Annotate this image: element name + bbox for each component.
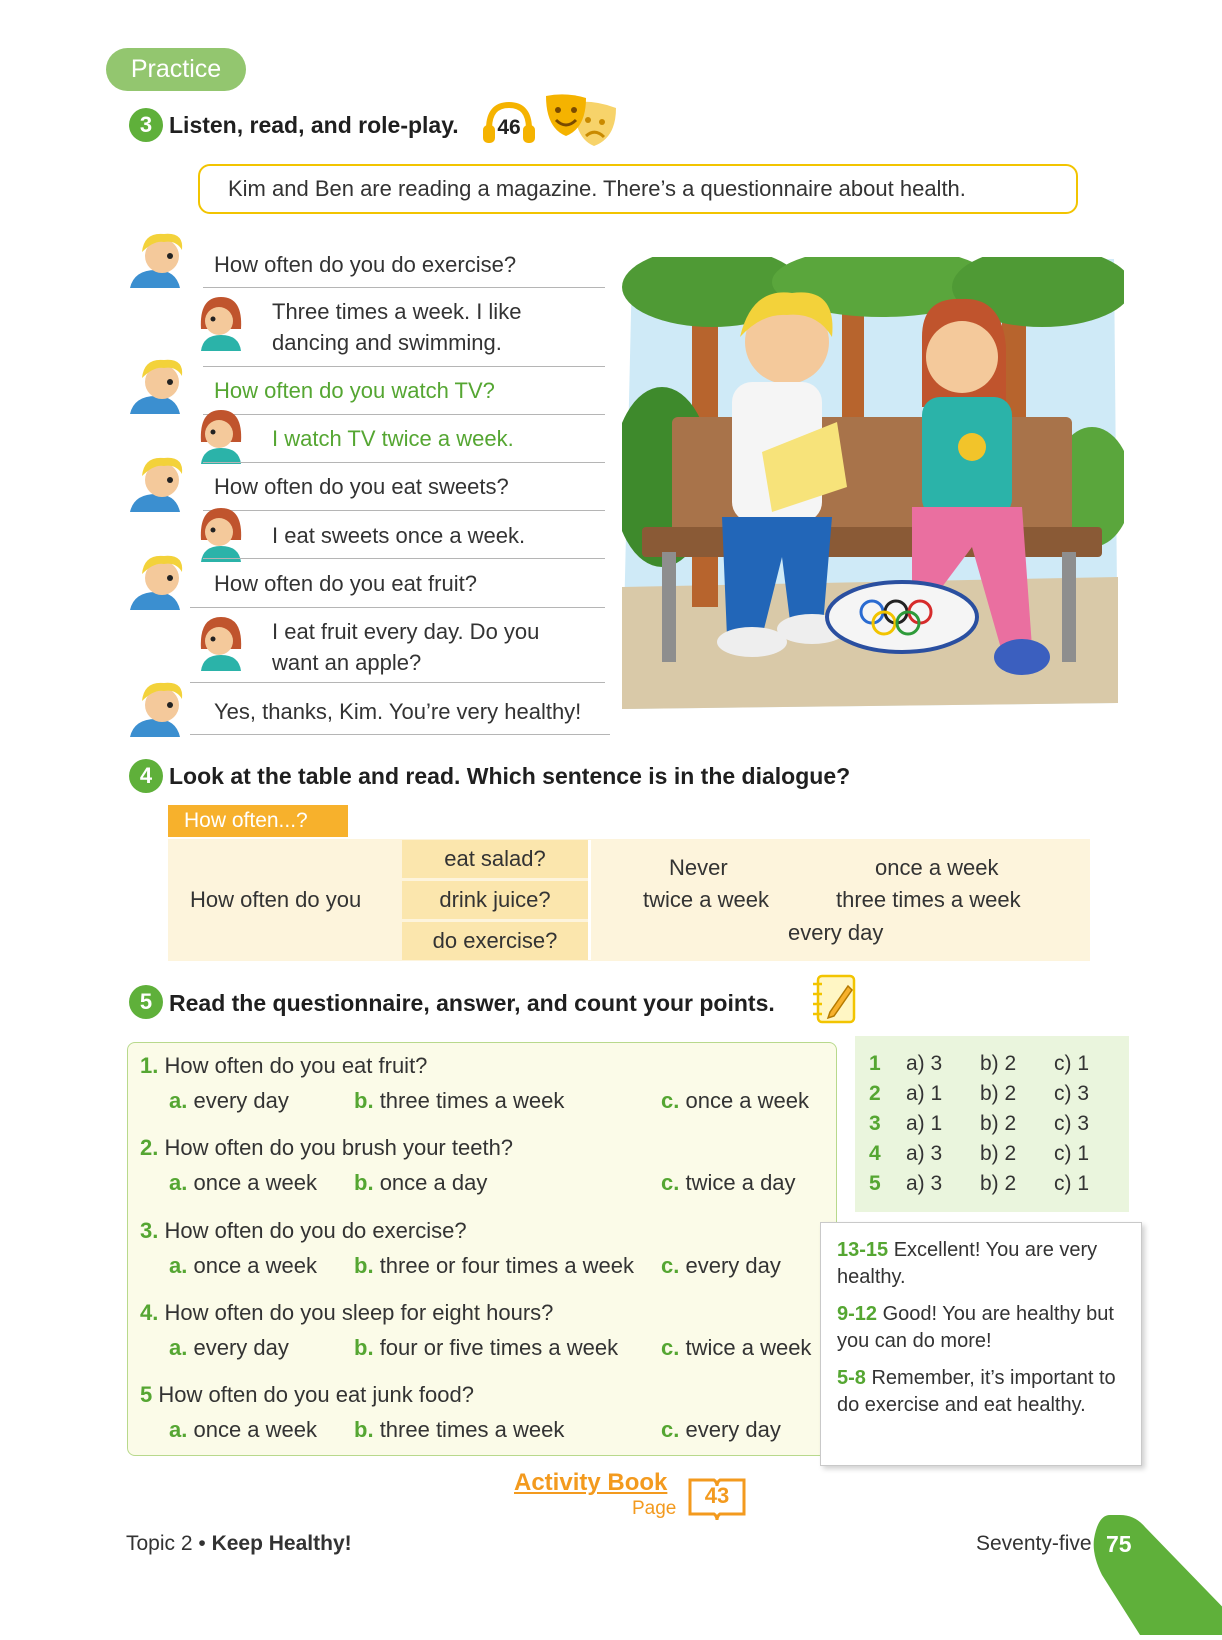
points-row-3-a: a) 1	[906, 1112, 943, 1135]
points-row-5-b: b) 2	[980, 1172, 1017, 1195]
score-item-2: 9-12 Good! You are healthy but you can do more!	[837, 1303, 1114, 1352]
table-activity-3: do exercise?	[402, 922, 588, 960]
question-1-option-b[interactable]: b. three times a week	[354, 1088, 565, 1113]
page-corner	[1080, 1515, 1222, 1635]
question-4	[140, 1300, 553, 1326]
dialogue-line-9-text-1: Yes, thanks, Kim. You’re very healthy!	[214, 699, 582, 724]
dialogue-line-4-text-1: I watch TV twice a week.	[272, 426, 514, 451]
table-stem: How often do you	[190, 887, 362, 912]
question-4-option-b[interactable]: b. four or five times a week	[354, 1335, 619, 1360]
points-row-2-n: 2	[869, 1082, 881, 1105]
activity-book-link[interactable]: Activity Book	[514, 1469, 668, 1496]
freq-every: every day	[788, 920, 884, 945]
points-row-2-b: b) 2	[980, 1082, 1017, 1105]
exercise-4-number: 4	[129, 759, 163, 793]
question-3-option-c[interactable]: c. every day	[661, 1253, 781, 1278]
table-activity-1: eat salad?	[402, 840, 588, 878]
points-row-4-n: 4	[869, 1142, 881, 1165]
table-activity-2: drink juice?	[402, 881, 588, 919]
points-row-5-n: 5	[869, 1172, 881, 1195]
question-4-option-c[interactable]: c. twice a week	[661, 1335, 812, 1360]
dialogue-line-6-text-1: I eat sweets once a week.	[272, 523, 526, 548]
question-text: How often do you brush your teeth?	[164, 1135, 514, 1160]
points-row-2-c: c) 3	[1054, 1082, 1090, 1105]
points-row-1-a: a) 3	[906, 1052, 943, 1075]
question-text: How often do you do exercise?	[164, 1218, 467, 1243]
question-5-option-a[interactable]: a. once a week	[169, 1417, 318, 1442]
open-book-icon	[686, 1474, 748, 1522]
question-3-option-b[interactable]: b. three or four times a week	[354, 1253, 635, 1278]
footer-page-word: Seventy-five	[976, 1532, 1092, 1555]
question-2-option-c[interactable]: c. twice a day	[661, 1170, 796, 1195]
question-number: 1.	[140, 1053, 159, 1078]
exercise-4-title: Look at the table and read. Which sentence is in the dialogue?	[169, 763, 851, 789]
track-number: 46	[497, 116, 521, 139]
question-2-option-a[interactable]: a. once a week	[169, 1170, 318, 1195]
exercise-3-title: Listen, read, and role-play.	[169, 112, 459, 138]
points-row-4-b: b) 2	[980, 1142, 1017, 1165]
question-number: 3.	[140, 1218, 159, 1243]
points-row-2-a: a) 1	[906, 1082, 943, 1105]
points-row-4-c: c) 1	[1054, 1142, 1090, 1165]
freq-never: Never	[669, 855, 728, 880]
question-4-option-a[interactable]: a. every day	[169, 1335, 289, 1360]
activity-book-page-word: Page	[632, 1498, 677, 1519]
dialogue-line-8-text-1: I eat fruit every day. Do you	[272, 619, 540, 644]
question-1-option-c[interactable]: c. once a week	[661, 1088, 810, 1113]
dialogue-line-2-text-1: Three times a week. I like	[272, 299, 522, 324]
exercise-3-number: 3	[129, 108, 163, 142]
points-row-5-a: a) 3	[906, 1172, 943, 1195]
freq-three: three times a week	[836, 887, 1021, 912]
question-3-option-a[interactable]: a. once a week	[169, 1253, 318, 1278]
exercise-5-number: 5	[129, 985, 163, 1019]
question-2-option-b[interactable]: b. once a day	[354, 1170, 488, 1195]
exercise-5-title: Read the questionnaire, answer, and count your points.	[169, 990, 775, 1016]
question-5-option-c[interactable]: c. every day	[661, 1417, 781, 1442]
activity-book-page-number: 43	[704, 1483, 730, 1508]
question-text: How often do you eat fruit?	[164, 1053, 428, 1078]
points-row-1-b: b) 2	[980, 1052, 1017, 1075]
footer-topic: Topic 2 • Keep Healthy!	[126, 1532, 352, 1555]
points-row-5-c: c) 1	[1054, 1172, 1090, 1195]
question-text: How often do you sleep for eight hours?	[164, 1300, 554, 1325]
dialogue-line-5-text-1: How often do you eat sweets?	[214, 474, 509, 499]
question-number: 4.	[140, 1300, 159, 1325]
question-number: 5	[140, 1382, 153, 1407]
question-1-option-a[interactable]: a. every day	[169, 1088, 289, 1113]
intro-box: Kim and Ben are reading a magazine. There’s a questionnaire about health.	[198, 164, 1078, 214]
points-row-3-b: b) 2	[980, 1112, 1017, 1135]
score-item-1: 13-15 Excellent! You are very healthy.	[837, 1239, 1098, 1288]
table-tag: How often...?	[168, 805, 348, 837]
score-item-3: 5-8 Remember, it’s important to do exercise and eat healthy.	[837, 1367, 1116, 1416]
points-row-3-c: c) 3	[1054, 1112, 1090, 1135]
points-row-1-c: c) 1	[1054, 1052, 1090, 1075]
practice-tab: Practice	[106, 48, 246, 91]
question-5	[140, 1382, 474, 1408]
points-row-1-n: 1	[869, 1052, 881, 1075]
question-5-option-b[interactable]: b. three times a week	[354, 1417, 565, 1442]
dialogue-line-2-text-2: dancing and swimming.	[272, 330, 502, 355]
dialogue-line-3-text-1: How often do you watch TV?	[214, 378, 495, 403]
score-box	[820, 1222, 1142, 1466]
freq-once: once a week	[875, 855, 999, 880]
dialogue-line-7-text-1: How often do you eat fruit?	[214, 571, 477, 596]
question-3	[140, 1218, 467, 1244]
question-number: 2.	[140, 1135, 159, 1160]
points-row-4-a: a) 3	[906, 1142, 943, 1165]
dialogue-line-1-text-1: How often do you do exercise?	[214, 252, 517, 277]
question-text: How often do you eat junk food?	[158, 1382, 474, 1407]
points-row-3-n: 3	[869, 1112, 881, 1135]
page-number: 75	[1106, 1531, 1132, 1557]
freq-twice: twice a week	[643, 887, 769, 912]
dialogue-line-8-text-2: want an apple?	[272, 650, 422, 675]
